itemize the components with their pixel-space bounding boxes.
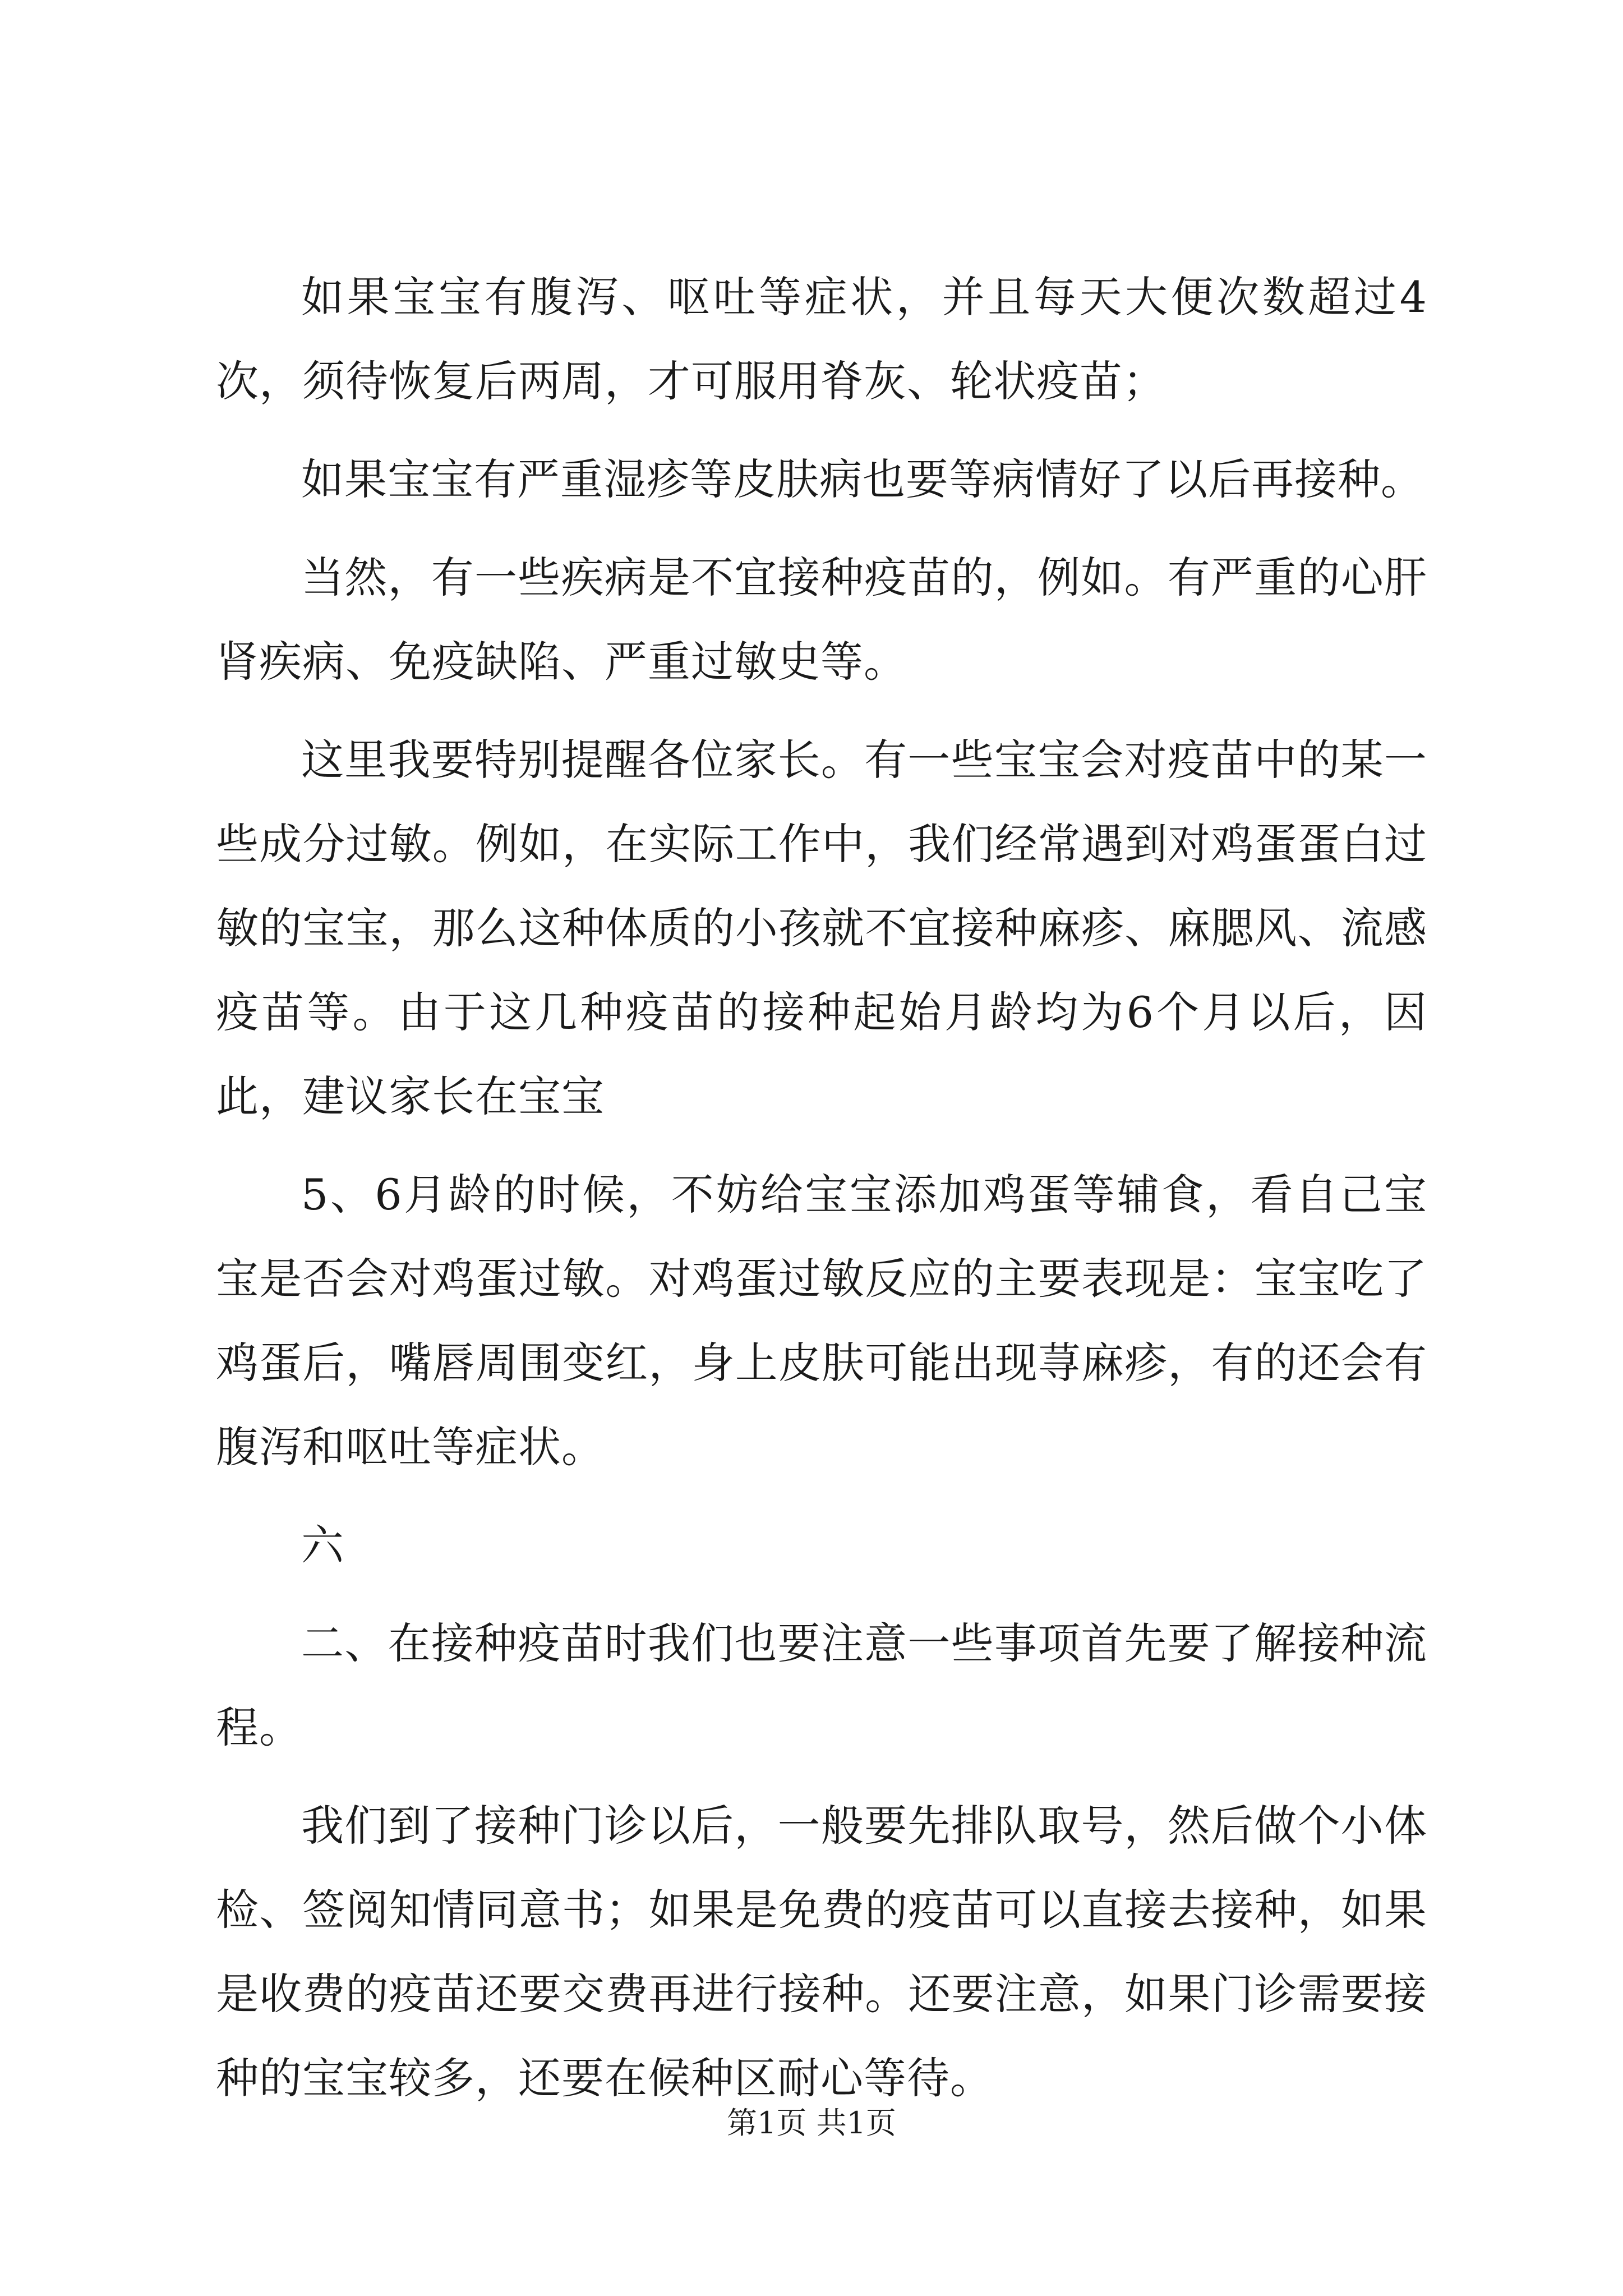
- paragraph: 当然，有一些疾病是不宜接种疫苗的，例如。有严重的心肝肾疾病、免疫缺陷、严重过敏史等。: [216, 553, 1427, 687]
- paragraph-section-heading: 二、在接种疫苗时我们也要注意一些事项首先要了解接种流程。: [216, 1618, 1427, 1752]
- paragraph: 我们到了接种门诊以后，一般要先排队取号，然后做个小体检、签阅知情同意书；如果是免费的疫苗可以直接去接种，如果是收费的疫苗还要交费再进行接种。还要注意，如果门诊需要接种的宝宝较多，还要在候种区耐心等待。: [216, 1801, 1427, 2103]
- paragraph: 如果宝宝有腹泻、呕吐等症状，并且每天大便次数超过4次，须待恢复后两周，才可服用脊灰、轮状疫苗；: [216, 272, 1427, 406]
- paragraph: 如果宝宝有严重湿疹等皮肤病也要等病情好了以后再接种。: [301, 454, 1424, 504]
- paragraph: 5、6月龄的时候，不妨给宝宝添加鸡蛋等辅食，看自己宝宝是否会对鸡蛋过敏。对鸡蛋过敏反应的主要表现是：宝宝吃了鸡蛋后，嘴唇周围变红，身上皮肤可能出现荨麻疹，有的还会有腹泻和呕吐等症状。: [216, 1170, 1427, 1472]
- page-footer: [0, 2104, 1623, 2143]
- page-number-label: 第1页 共1页: [727, 2105, 896, 2141]
- document-body: [216, 255, 1427, 2134]
- paragraph-heading-number: 六: [301, 1520, 344, 1570]
- paragraph: 这里我要特别提醒各位家长。有一些宝宝会对疫苗中的某一些成分过敏。例如，在实际工作中，我们经常遇到对鸡蛋蛋白过敏的宝宝，那么这种体质的小孩就不宜接种麻疹、麻腮风、流感疫苗等。由于这几种疫苗的接种起始月龄均为6个月以后，因此，建议家长在宝宝: [216, 735, 1427, 1121]
